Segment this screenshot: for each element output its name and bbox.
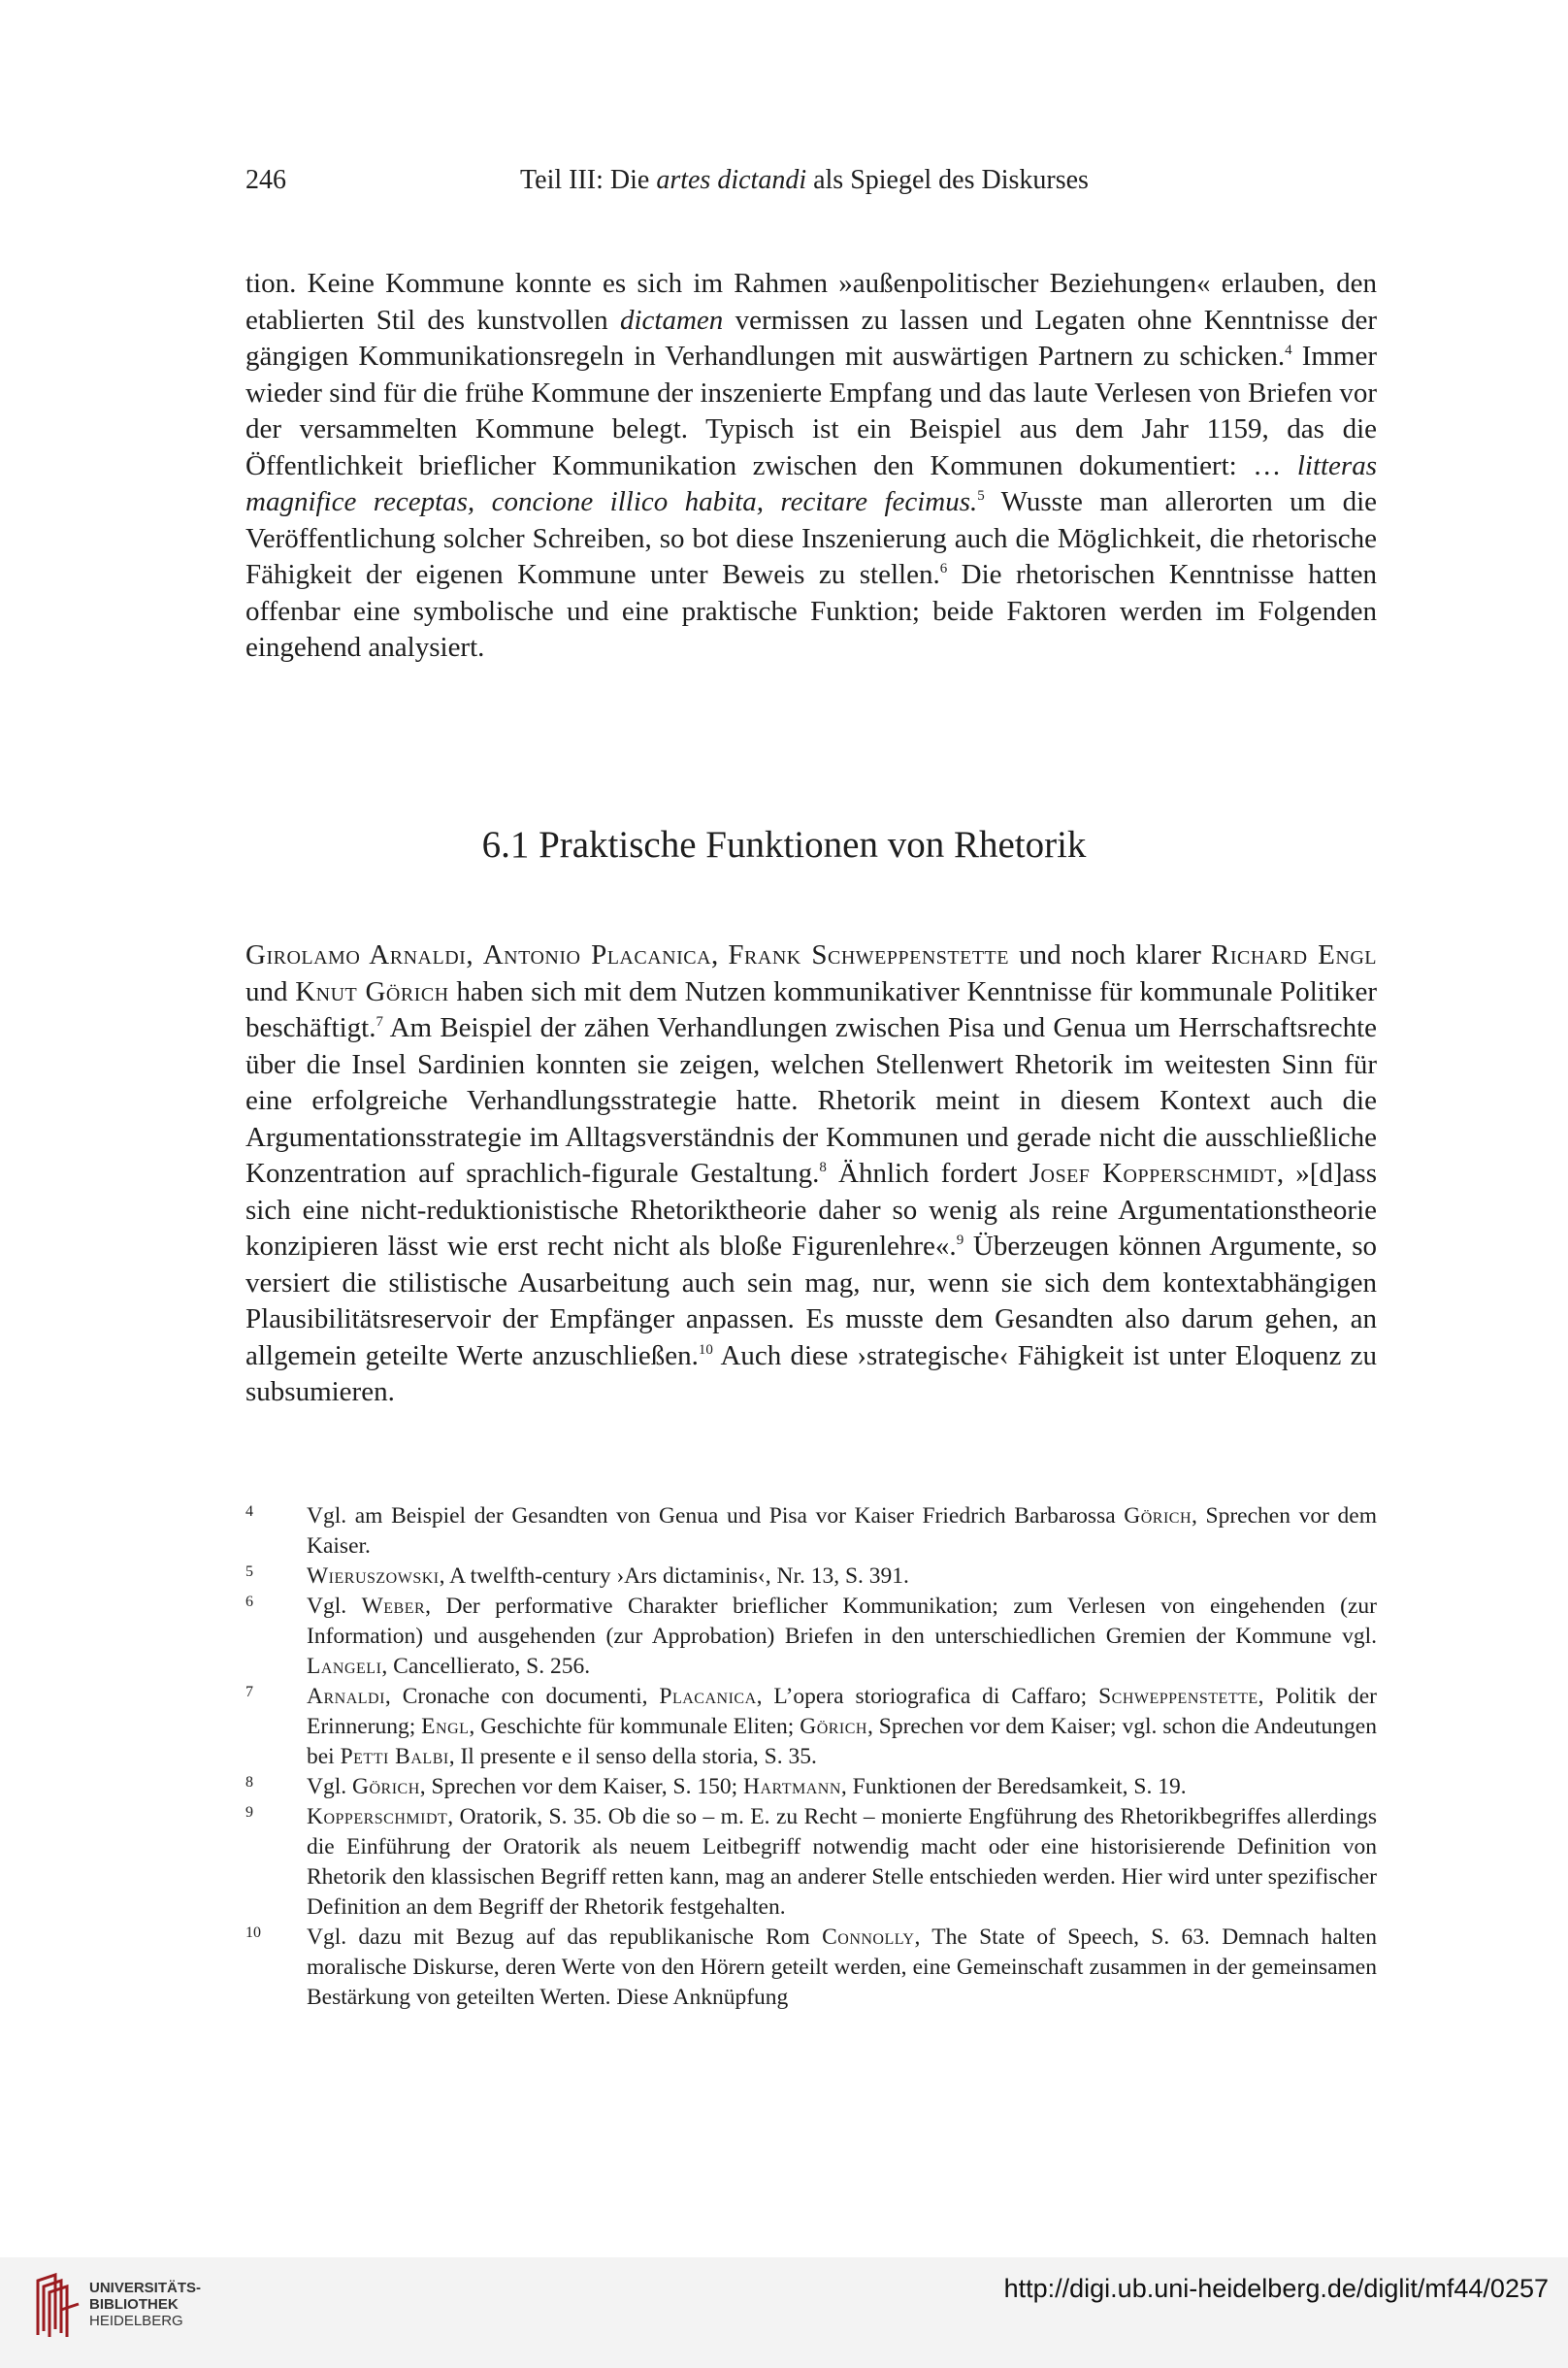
author-name: Connolly: [822, 1924, 915, 1950]
footnote-number: 9: [245, 1804, 253, 1821]
footnote-5: [245, 1562, 1377, 1592]
section-paragraph: [245, 937, 1377, 1411]
footnote-ref[interactable]: 5: [977, 488, 985, 504]
library-name-line: HEIDELBERG: [89, 2313, 183, 2329]
text: , Der performative Charakter brieflicher Kommunikation; zum Verlesen von eingehenden (zur Information) und ausgehenden (zur Approbation) Briefen in den unterschiedlichen Gremien der Kommune vgl.: [307, 1594, 1377, 1649]
running-head: [520, 165, 1089, 196]
text: und noch klarer: [1008, 939, 1212, 970]
text: und: [245, 975, 296, 1007]
running-head-text: Teil III: Die: [520, 165, 657, 195]
running-head-italic: artes dictandi: [656, 165, 807, 195]
author-name: Engl: [421, 1714, 470, 1739]
text: , Sprechen vor dem Kaiser, S. 150;: [419, 1774, 743, 1799]
footnote-text: [307, 1682, 1377, 1772]
text: Vgl.: [307, 1774, 352, 1799]
footnote-number: 7: [245, 1684, 253, 1700]
section-heading: 6.1 Praktische Funktionen von Rhetorik: [481, 824, 1087, 866]
footnote-8: [245, 1772, 1377, 1802]
text: , L’opera storiografica di Caffaro;: [756, 1684, 1099, 1709]
text: Vgl. dazu mit Bezug auf das republikanische Rom: [307, 1924, 823, 1950]
text: haben sich mit dem Nutzen kommunikativer Kenntnisse für kommunale Politiker beschäftigt.: [245, 975, 1378, 1043]
footnote-number: 10: [245, 1924, 261, 1941]
text: , A twelfth-century ›Ars dictaminis‹, Nr. 13, S. 391.: [439, 1563, 909, 1589]
text: , Politik der Erinnerung;: [307, 1684, 1377, 1739]
text: , The State of Speech, S. 63. Demnach halten moralische Diskurse, deren Werte von den Hörern geteilt werden, eine Gemeinschaft zusammen in der gemeinsamen Bestärkung von geteilten Werten. Diese Anknüpfung: [307, 1924, 1377, 2010]
text: Vgl.: [307, 1594, 362, 1619]
text: , Il presente e il senso della storia, S. 35.: [448, 1744, 817, 1769]
text: , Oratorik, S. 35. Ob die so – m. E. zu Recht – monierte Engführung des Rhetorikbegriffes allerdings die Einführung der Oratorik als neuem Leitbegriff notwendig macht oder eine historisierende Definition von Rhetorik den klassischen Begriff retten kann, mag an anderer Stelle entschieden werden. Hier wird unter spezifischer Definition an dem Begriff der Rhetorik festgehalten.: [307, 1804, 1377, 1920]
text: , Geschichte für kommunale Eliten;: [469, 1714, 800, 1739]
text: , »[d]ass sich eine nicht-reduktionistische Rhetoriktheorie daher so wenig als reine Argumentationstheorie konzipieren lässt wie erst recht nicht als bloße Figurenlehre«.: [245, 1158, 1377, 1262]
author-name: Hartmann: [742, 1774, 841, 1799]
footnote-10: [245, 1923, 1377, 2013]
text: , Cronache con documenti,: [384, 1684, 660, 1709]
text: Wusste man allerorten um die Veröffentlichung solcher Schreiben, so bot diese Inszenierung auch die Möglichkeit, die rhetorische Fähigkeit der eigenen Kommune unter Beweis zu stellen.: [245, 486, 1377, 590]
italic-term: dictamen: [620, 304, 724, 336]
text: ,: [711, 939, 729, 970]
text: Vgl. am Beispiel der Gesandten von Genua und Pisa vor Kaiser Friedrich Barbarossa: [307, 1503, 1125, 1529]
text: Auch diese ›strategische‹ Fähigkeit ist unter Eloquenz zu subsumieren.: [245, 1339, 1377, 1407]
text: Ähnlich fordert: [826, 1158, 1029, 1189]
author-name: Josef Kopperschmidt: [1029, 1158, 1277, 1189]
library-name-line: BIBLIOTHEK: [89, 2296, 179, 2313]
text: tion. Keine Kommune konnte es sich im Rahmen »außenpolitischer Beziehungen« erlauben, den etablierten Stil des kunstvollen: [245, 268, 1377, 336]
text: , Cancellierato, S. 256.: [381, 1654, 591, 1679]
author-name: Arnaldi: [307, 1684, 385, 1709]
author-name: Antonio Placanica: [482, 939, 712, 970]
footnotes: [245, 1501, 1377, 2013]
footnote-4: [245, 1501, 1377, 1562]
text: , Sprechen vor dem Kaiser.: [307, 1503, 1377, 1559]
text: Überzeugen können Argumente, so versiert die stilistische Ausarbeitung auch sein mag, nur, wenn sie sich dem kontextabhängigen Plausibilitätsreservoir der Empfänger anpassen. Es musste dem Gesandten also darum gehen, an allgemein geteilte Werte anzuschließen.: [245, 1231, 1378, 1371]
footnote-ref[interactable]: 8: [819, 1160, 827, 1175]
text: vermissen zu lassen und Legaten ohne Kenntnisse der gängigen Kommunikationsregeln in Verhandlungen mit auswärtigen Partnern zu schicken.: [245, 304, 1377, 372]
footnote-text: [307, 1501, 1377, 1562]
text: Immer wieder sind für die frühe Kommune der inszenierte Empfang und das laute Verlesen von Briefen vor der versammelten Kommune belegt. Typisch ist ein Beispiel aus dem Jahr 1159, das die Öffentlichkeit brieflicher Kommunikation zwischen den Kommunen dokumentiert: …: [245, 341, 1377, 481]
library-logo-icon: [34, 2271, 82, 2339]
intro-paragraph: [245, 266, 1377, 667]
footnote-number: 6: [245, 1594, 253, 1610]
author-name: Langeli: [307, 1654, 382, 1679]
text: Die rhetorischen Kenntnisse hatten offenbar eine symbolische und eine praktische Funktion; beide Faktoren werden im Folgenden eingehend analysiert.: [245, 559, 1377, 663]
footnote-text: [307, 1772, 1377, 1802]
footnote-ref[interactable]: 6: [939, 561, 948, 576]
footnote-6: [245, 1592, 1377, 1682]
footnote-ref[interactable]: 7: [376, 1014, 383, 1030]
footnote-number: 4: [245, 1503, 253, 1520]
author-name: Kopperschmidt: [307, 1804, 448, 1829]
text: , Funktionen der Beredsamkeit, S. 19.: [840, 1774, 1187, 1799]
library-name-line: UNIVERSITÄTS-: [89, 2280, 202, 2296]
footnote-text: [307, 1562, 1377, 1592]
text: Am Beispiel der zähen Verhandlungen zwischen Pisa und Genua um Herrschaftsrechte über die Insel Sardinien konnten sie zeigen, welchen Stellenwert Rhetorik im weitesten Sinn für eine erfolgreiche Verhandlungsstrategie hatte. Rhetorik meint in diesem Kontext auch die Argumentationsstrategie im Alltagsverständnis der Kommunen und gerade nicht die ausschließliche Konzentration auf sprachlich-figurale Gestaltung.: [245, 1012, 1377, 1189]
author-name: Wieruszowski: [307, 1563, 440, 1589]
author-name: Girolamo Arnaldi: [245, 939, 467, 970]
author-name: Weber: [361, 1594, 426, 1619]
library-name: [89, 2280, 201, 2329]
author-name: Görich: [1124, 1503, 1192, 1529]
footnote-ref[interactable]: 10: [698, 1341, 713, 1358]
author-name: Schweppenstette: [1098, 1684, 1258, 1709]
author-name: Görich: [352, 1774, 420, 1799]
author-name: Frank Schweppenstette: [728, 939, 1009, 970]
footnote-text: [307, 1592, 1377, 1682]
page-number: 246: [245, 165, 286, 195]
text: , Sprechen vor dem Kaiser; vgl. schon die Andeutungen bei: [307, 1714, 1377, 1769]
footnote-text: [307, 1802, 1377, 1923]
author-name: Richard Engl: [1211, 939, 1377, 970]
source-url-link[interactable]: http://digi.ub.uni-heidelberg.de/diglit/mf44/0257: [1003, 2274, 1549, 2303]
author-name: Görich: [800, 1714, 867, 1739]
footnote-number: 5: [245, 1563, 253, 1580]
text: ,: [466, 939, 483, 970]
latin-quote: litteras magnifice receptas, concione illico habita, recitare fecimus.: [245, 449, 1377, 517]
footnote-7: [245, 1682, 1377, 1772]
footnote-number: 8: [245, 1774, 253, 1791]
author-name: Petti Balbi: [340, 1744, 449, 1769]
author-name: Placanica: [659, 1684, 757, 1709]
author-name: Knut Görich: [295, 975, 449, 1007]
footnote-ref[interactable]: 9: [956, 1233, 964, 1248]
running-head-text: als Spiegel des Diskurses: [806, 165, 1089, 195]
footnote-9: [245, 1802, 1377, 1923]
footnote-ref[interactable]: 4: [1285, 343, 1292, 358]
footnote-text: [307, 1923, 1377, 2013]
